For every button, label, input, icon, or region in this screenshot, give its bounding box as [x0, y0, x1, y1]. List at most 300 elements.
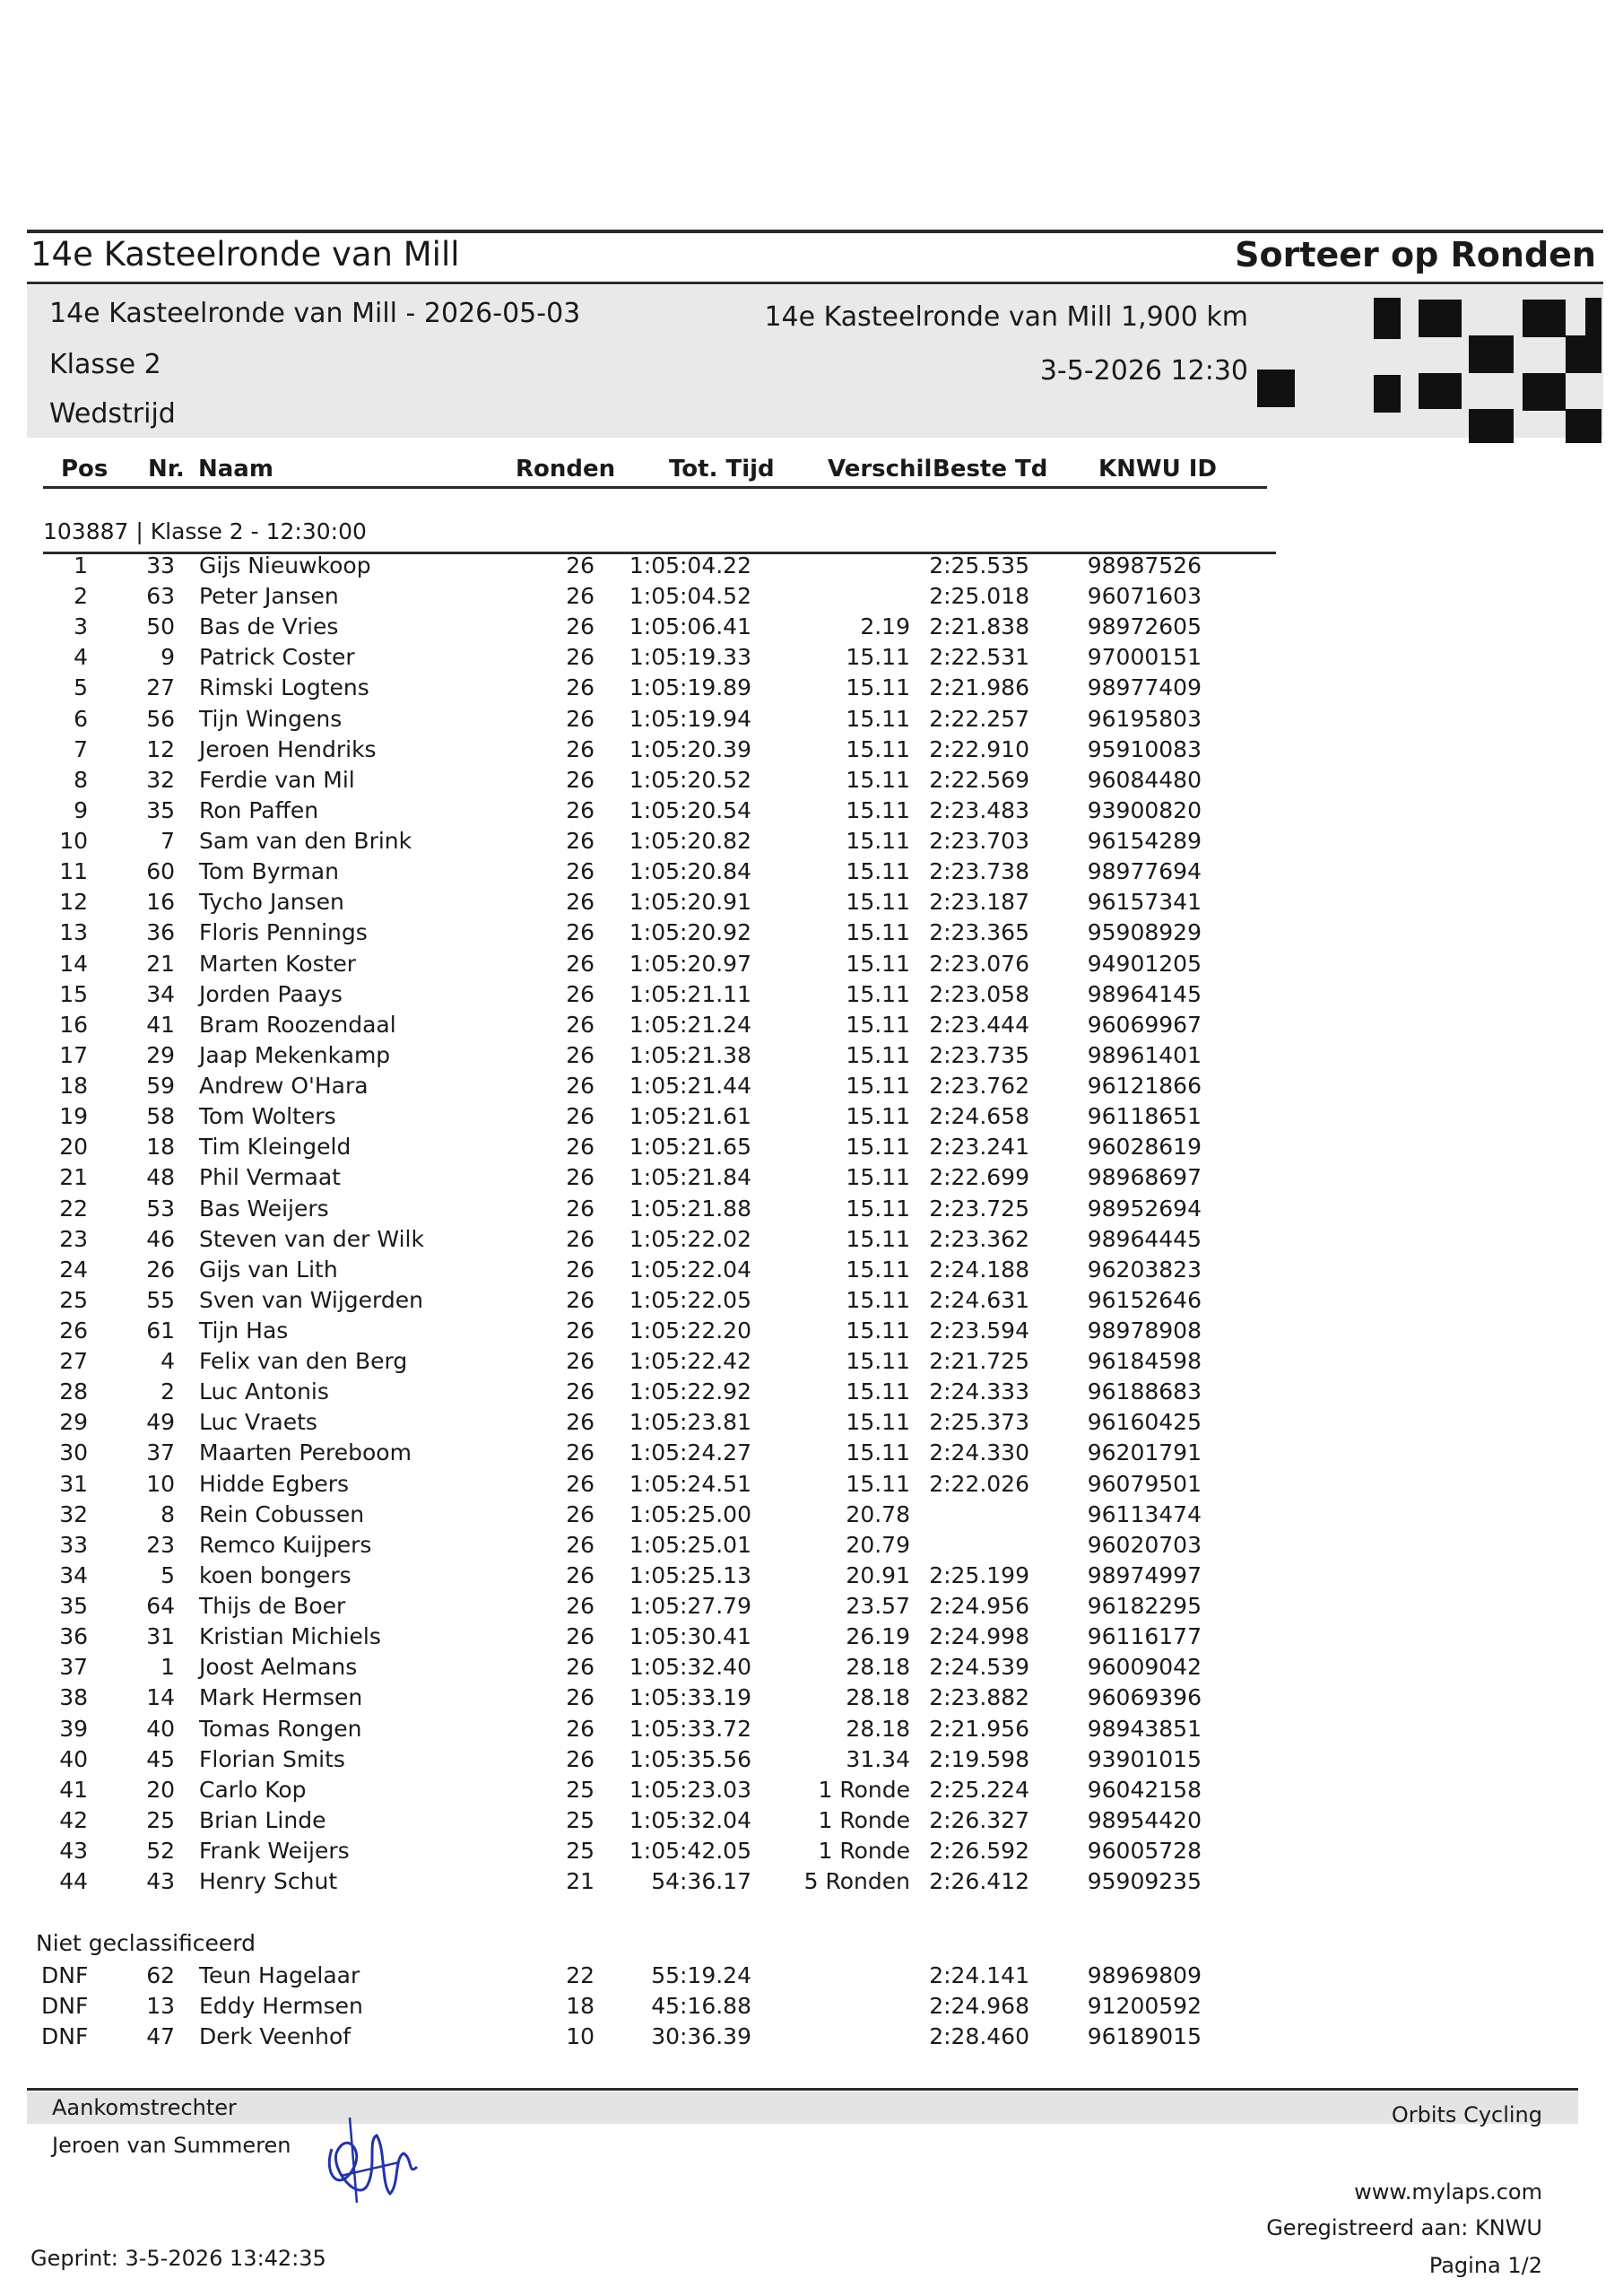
cell-pos: 9 [74, 796, 88, 823]
finish-judge-name: Jeroen van Summeren [52, 2133, 291, 2158]
cell-status: DNF [41, 2023, 89, 2049]
cell-time: 1:05:20.92 [629, 919, 751, 946]
cell-pos: 16 [59, 1011, 88, 1038]
cell-id: 96116177 [1087, 1623, 1202, 1650]
cell-best: 2:21.725 [929, 1348, 1029, 1375]
cell-pos: 18 [59, 1073, 88, 1100]
cell-best: 2:24.956 [929, 1593, 1029, 1620]
page-title: 14e Kasteelronde van Mill [30, 235, 460, 274]
cell-pos: 10 [59, 828, 88, 855]
cell-name: koen bongers [199, 1561, 352, 1588]
cell-nr: 35 [146, 796, 175, 823]
col-pos: Pos [61, 456, 108, 483]
cell-best: 2:21.838 [929, 613, 1029, 640]
cell-id: 96084480 [1087, 766, 1202, 793]
cell-pos: 37 [59, 1654, 88, 1681]
table-row [0, 1042, 1623, 1073]
group-label: 103887 | Klasse 2 - 12:30:00 [43, 518, 367, 544]
cell-time: 1:05:21.11 [629, 980, 751, 1007]
cell-best: 2:28.460 [929, 2023, 1029, 2049]
table-row [0, 644, 1623, 674]
cell-name: Tijn Has [199, 1318, 289, 1344]
cell-name: Frank Weijers [199, 1838, 350, 1865]
cell-id: 96042158 [1087, 1776, 1202, 1803]
cell-nr: 55 [146, 1286, 175, 1313]
cell-id: 98987526 [1087, 552, 1202, 578]
cell-pos: 28 [59, 1378, 88, 1405]
col-best: Beste Td [933, 456, 1048, 483]
cell-name: Patrick Coster [199, 644, 355, 671]
cell-time: 1:05:24.51 [629, 1470, 751, 1497]
cell-laps: 26 [566, 1103, 595, 1130]
table-row [0, 1226, 1623, 1257]
cell-nr: 48 [146, 1164, 175, 1191]
cell-name: Kristian Michiels [199, 1623, 381, 1650]
dnf-row [0, 2023, 1623, 2054]
cell-laps: 26 [566, 1073, 595, 1100]
cell-name: Bas de Vries [199, 613, 339, 640]
cell-time: 1:05:04.22 [629, 552, 751, 578]
cell-id: 96189015 [1087, 2023, 1202, 2049]
cell-laps: 26 [566, 1378, 595, 1405]
cell-nr: 4 [161, 1348, 175, 1375]
cell-best: 2:23.365 [929, 919, 1029, 946]
cell-name: Andrew O'Hara [199, 1073, 369, 1100]
cell-diff: 15.11 [846, 889, 910, 916]
cell-name: Jorden Paays [199, 980, 343, 1007]
footer-rule [27, 2088, 1578, 2091]
cell-nr: 21 [146, 950, 175, 977]
cell-name: Bas Weijers [199, 1195, 329, 1222]
table-row [0, 828, 1623, 858]
cell-id: 98978908 [1087, 1318, 1202, 1344]
cell-name: Sven van Wijgerden [199, 1286, 423, 1313]
cell-best: 2:24.968 [929, 1993, 1029, 2019]
cell-nr: 64 [146, 1593, 175, 1620]
table-row [0, 767, 1623, 797]
cell-pos: 8 [74, 766, 88, 793]
table-row [0, 1103, 1623, 1134]
cell-nr: 12 [146, 735, 175, 762]
cell-diff: 15.11 [846, 1318, 910, 1344]
website: www.mylaps.com [1354, 2179, 1542, 2205]
cell-pos: 40 [59, 1745, 88, 1772]
cell-nr: 18 [146, 1134, 175, 1161]
cell-best: 2:23.703 [929, 828, 1029, 855]
class-name: Klasse 2 [49, 349, 161, 380]
cell-laps: 26 [566, 858, 595, 885]
cell-best: 2:23.187 [929, 889, 1029, 916]
cell-diff: 15.11 [846, 828, 910, 855]
cell-laps: 26 [566, 613, 595, 640]
cell-time: 1:05:21.65 [629, 1134, 751, 1161]
cell-id: 98964445 [1087, 1225, 1202, 1252]
cell-id: 96182295 [1087, 1593, 1202, 1620]
table-row [0, 1807, 1623, 1838]
cell-time: 1:05:21.88 [629, 1195, 751, 1222]
cell-best: 2:19.598 [929, 1745, 1029, 1772]
cell-nr: 37 [146, 1439, 175, 1466]
table-row [0, 951, 1623, 981]
cell-diff: 15.11 [846, 1470, 910, 1497]
table-row [0, 1134, 1623, 1164]
table-row [0, 1746, 1623, 1777]
checkered-flag-icon [1257, 285, 1601, 443]
cell-id: 96071603 [1087, 583, 1202, 610]
cell-diff: 15.11 [846, 1103, 910, 1130]
cell-diff: 26.19 [846, 1623, 910, 1650]
cell-best: 2:24.188 [929, 1256, 1029, 1283]
table-row [0, 1257, 1623, 1287]
cell-laps: 26 [566, 1409, 595, 1436]
cell-name: Sam van den Brink [199, 828, 412, 855]
cell-laps: 21 [566, 1868, 595, 1895]
table-row [0, 858, 1623, 889]
table-row [0, 1532, 1623, 1562]
dnf-row [0, 1993, 1623, 2023]
cell-pos: 30 [59, 1439, 88, 1466]
cell-time: 1:05:22.04 [629, 1256, 751, 1283]
cell-id: 98972605 [1087, 613, 1202, 640]
cell-diff: 15.11 [846, 1378, 910, 1405]
cell-nr: 27 [146, 674, 175, 701]
table-row [0, 1196, 1623, 1226]
cell-name: Felix van den Berg [199, 1348, 408, 1375]
cell-nr: 34 [146, 980, 175, 1007]
cell-nr: 52 [146, 1838, 175, 1865]
cell-best: 2:22.257 [929, 705, 1029, 732]
cell-time: 55:19.24 [651, 1962, 751, 1988]
cell-diff: 15.11 [846, 1134, 910, 1161]
table-row [0, 736, 1623, 767]
cell-nr: 56 [146, 705, 175, 732]
cell-nr: 14 [146, 1684, 175, 1711]
cell-diff: 28.18 [846, 1684, 910, 1711]
table-row [0, 552, 1623, 583]
cell-laps: 18 [566, 1993, 595, 2019]
cell-name: Carlo Kop [199, 1776, 307, 1803]
cell-name: Joost Aelmans [199, 1654, 358, 1681]
cell-time: 1:05:04.52 [629, 583, 751, 610]
cell-id: 98964145 [1087, 980, 1202, 1007]
cell-id: 98974997 [1087, 1561, 1202, 1588]
cell-laps: 26 [566, 705, 595, 732]
cell-id: 98969809 [1087, 1962, 1202, 1988]
cell-best: 2:24.539 [929, 1654, 1029, 1681]
cell-diff: 15.11 [846, 1439, 910, 1466]
cell-laps: 26 [566, 644, 595, 671]
table-row [0, 1073, 1623, 1103]
cell-time: 1:05:42.05 [629, 1838, 751, 1865]
cell-best: 2:23.594 [929, 1318, 1029, 1344]
start-datetime: 3-5-2026 12:30 [1039, 355, 1248, 387]
cell-diff: 1 Ronde [818, 1838, 910, 1865]
cell-diff: 15.11 [846, 1164, 910, 1191]
cell-diff: 20.78 [846, 1500, 910, 1527]
cell-time: 1:05:32.40 [629, 1654, 751, 1681]
cell-pos: 38 [59, 1684, 88, 1711]
cell-pos: 13 [59, 919, 88, 946]
cell-nr: 10 [146, 1470, 175, 1497]
cell-best: 2:24.141 [929, 1962, 1029, 1988]
cell-id: 95909235 [1087, 1868, 1202, 1895]
cell-name: Tim Kleingeld [199, 1134, 352, 1161]
cell-id: 96184598 [1087, 1348, 1202, 1375]
cell-pos: 26 [59, 1318, 88, 1344]
cell-laps: 26 [566, 1134, 595, 1161]
company-name: Orbits Cycling [1391, 2102, 1542, 2127]
table-row [0, 1012, 1623, 1042]
not-classified-label: Niet geclassificeerd [36, 1930, 256, 1956]
cell-nr: 41 [146, 1011, 175, 1038]
cell-time: 1:05:30.41 [629, 1623, 751, 1650]
cell-diff: 15.11 [846, 980, 910, 1007]
cell-pos: 23 [59, 1225, 88, 1252]
cell-name: Bram Roozendaal [199, 1011, 396, 1038]
col-id: KNWU ID [1098, 456, 1218, 483]
cell-best: 2:24.631 [929, 1286, 1029, 1313]
cell-id: 98968697 [1087, 1164, 1202, 1191]
table-row [0, 706, 1623, 736]
cell-diff: 5 Ronden [803, 1868, 910, 1895]
table-row [0, 981, 1623, 1012]
cell-nr: 59 [146, 1073, 175, 1100]
cell-best: 2:25.224 [929, 1776, 1029, 1803]
cell-laps: 26 [566, 950, 595, 977]
table-row [0, 1684, 1623, 1715]
cell-diff: 2.19 [860, 613, 910, 640]
cell-laps: 26 [566, 1225, 595, 1252]
cell-diff: 28.18 [846, 1715, 910, 1742]
cell-pos: 14 [59, 950, 88, 977]
cell-laps: 26 [566, 1623, 595, 1650]
cell-name: Luc Vraets [199, 1409, 317, 1436]
finish-judge-label: Aankomstrechter [52, 2095, 237, 2120]
cell-best: 2:23.241 [929, 1134, 1029, 1161]
cell-name: Maarten Pereboom [199, 1439, 412, 1466]
cell-id: 98961401 [1087, 1041, 1202, 1068]
cell-id: 96154289 [1087, 828, 1202, 855]
cell-best: 2:23.362 [929, 1225, 1029, 1252]
cell-nr: 47 [146, 2023, 175, 2049]
cell-name: Henry Schut [199, 1868, 338, 1895]
cell-time: 1:05:19.94 [629, 705, 751, 732]
cell-name: Tijn Wingens [199, 705, 343, 732]
cell-id: 96020703 [1087, 1531, 1202, 1558]
cell-laps: 26 [566, 583, 595, 610]
cell-nr: 31 [146, 1623, 175, 1650]
table-row [0, 919, 1623, 950]
cell-pos: 44 [59, 1868, 88, 1895]
cell-time: 1:05:22.20 [629, 1318, 751, 1344]
cell-name: Tycho Jansen [199, 889, 344, 916]
cell-id: 96203823 [1087, 1256, 1202, 1283]
cell-nr: 16 [146, 889, 175, 916]
cell-laps: 26 [566, 1654, 595, 1681]
cell-nr: 33 [146, 552, 175, 578]
cell-pos: 1 [74, 552, 88, 578]
cell-nr: 60 [146, 858, 175, 885]
cell-nr: 13 [146, 1993, 175, 2019]
cell-name: Phil Vermaat [199, 1164, 341, 1191]
printed-timestamp: Geprint: 3-5-2026 13:42:35 [30, 2246, 326, 2271]
cell-name: Marten Koster [199, 950, 357, 977]
cell-name: Brian Linde [199, 1806, 326, 1833]
cell-nr: 1 [161, 1654, 175, 1681]
cell-name: Jaap Mekenkamp [199, 1041, 391, 1068]
cell-diff: 20.91 [846, 1561, 910, 1588]
cell-name: Ron Paffen [199, 796, 319, 823]
table-row [0, 1838, 1623, 1868]
cell-nr: 50 [146, 613, 175, 640]
cell-laps: 26 [566, 1531, 595, 1558]
table-row [0, 1654, 1623, 1684]
cell-name: Tom Wolters [199, 1103, 336, 1130]
cell-id: 96152646 [1087, 1286, 1202, 1313]
cell-best: 2:21.986 [929, 674, 1029, 701]
cell-name: Tomas Rongen [199, 1715, 362, 1742]
cell-id: 95908929 [1087, 919, 1202, 946]
cell-name: Luc Antonis [199, 1378, 329, 1405]
cell-best: 2:23.483 [929, 796, 1029, 823]
cell-laps: 26 [566, 1256, 595, 1283]
cell-nr: 49 [146, 1409, 175, 1436]
cell-time: 1:05:32.04 [629, 1806, 751, 1833]
cell-laps: 26 [566, 980, 595, 1007]
cell-diff: 15.11 [846, 644, 910, 671]
cell-diff: 31.34 [846, 1745, 910, 1772]
cell-pos: 20 [59, 1134, 88, 1161]
cell-id: 96009042 [1087, 1654, 1202, 1681]
cell-name: Eddy Hermsen [199, 1993, 363, 2019]
table-row [0, 1868, 1623, 1899]
title-rule [27, 282, 1603, 284]
cell-time: 1:05:20.39 [629, 735, 751, 762]
cell-time: 1:05:25.13 [629, 1561, 751, 1588]
cell-nr: 62 [146, 1962, 175, 1988]
cell-name: Jeroen Hendriks [199, 735, 377, 762]
cell-time: 1:05:24.27 [629, 1439, 751, 1466]
cell-nr: 61 [146, 1318, 175, 1344]
cell-id: 96069967 [1087, 1011, 1202, 1038]
cell-name: Gijs Nieuwkoop [199, 552, 371, 578]
cell-diff: 1 Ronde [818, 1806, 910, 1833]
cell-best: 2:26.327 [929, 1806, 1029, 1833]
cell-diff: 20.79 [846, 1531, 910, 1558]
cell-nr: 26 [146, 1256, 175, 1283]
cell-laps: 26 [566, 1500, 595, 1527]
cell-id: 98954420 [1087, 1806, 1202, 1833]
cell-diff: 15.11 [846, 1011, 910, 1038]
cell-diff: 15.11 [846, 1409, 910, 1436]
cell-laps: 22 [566, 1962, 595, 1988]
cell-id: 95910083 [1087, 735, 1202, 762]
cell-diff: 15.11 [846, 1256, 910, 1283]
cell-pos: 6 [74, 705, 88, 732]
cell-time: 1:05:23.81 [629, 1409, 751, 1436]
cell-time: 1:05:21.84 [629, 1164, 751, 1191]
cell-id: 93901015 [1087, 1745, 1202, 1772]
cell-id: 96079501 [1087, 1470, 1202, 1497]
cell-time: 1:05:22.42 [629, 1348, 751, 1375]
cell-name: Hidde Egbers [199, 1470, 350, 1497]
cell-time: 1:05:35.56 [629, 1745, 751, 1772]
cell-laps: 26 [566, 828, 595, 855]
cell-best: 2:25.199 [929, 1561, 1029, 1588]
cell-best: 2:23.762 [929, 1073, 1029, 1100]
cell-diff: 15.11 [846, 1195, 910, 1222]
cell-status: DNF [41, 1993, 89, 2019]
cell-best: 2:24.330 [929, 1439, 1029, 1466]
cell-nr: 25 [146, 1806, 175, 1833]
col-time: Tot. Tijd [669, 456, 775, 483]
cell-laps: 26 [566, 889, 595, 916]
cell-nr: 29 [146, 1041, 175, 1068]
table-row [0, 613, 1623, 644]
cell-laps: 26 [566, 1195, 595, 1222]
cell-laps: 26 [566, 1286, 595, 1313]
cell-name: Tom Byrman [199, 858, 339, 885]
footer-band [27, 2092, 1578, 2124]
cell-name: Derk Veenhof [199, 2023, 352, 2049]
cell-status: DNF [41, 1962, 89, 1988]
col-nr: Nr. [148, 456, 185, 483]
table-row [0, 1593, 1623, 1623]
cell-diff: 15.11 [846, 1286, 910, 1313]
cell-laps: 26 [566, 1041, 595, 1068]
cell-diff: 15.11 [846, 1225, 910, 1252]
cell-time: 1:05:25.01 [629, 1531, 751, 1558]
cell-time: 1:05:25.00 [629, 1500, 751, 1527]
cell-id: 97000151 [1087, 644, 1202, 671]
cell-id: 91200592 [1087, 1993, 1202, 2019]
cell-best: 2:21.956 [929, 1715, 1029, 1742]
cell-laps: 26 [566, 1593, 595, 1620]
cell-laps: 26 [566, 1164, 595, 1191]
cell-time: 1:05:23.03 [629, 1776, 751, 1803]
cell-time: 1:05:33.72 [629, 1715, 751, 1742]
cell-time: 1:05:21.24 [629, 1011, 751, 1038]
cell-name: Steven van der Wilk [199, 1225, 424, 1252]
cell-nr: 53 [146, 1195, 175, 1222]
cell-name: Gijs van Lith [199, 1256, 338, 1283]
cell-diff: 15.11 [846, 1073, 910, 1100]
cell-diff: 15.11 [846, 735, 910, 762]
cell-time: 45:16.88 [651, 1993, 751, 2019]
cell-diff: 15.11 [846, 1041, 910, 1068]
cell-id: 96201791 [1087, 1439, 1202, 1466]
cell-best: 2:23.444 [929, 1011, 1029, 1038]
cell-laps: 26 [566, 1745, 595, 1772]
cell-diff: 15.11 [846, 1348, 910, 1375]
cell-nr: 7 [161, 828, 175, 855]
cell-pos: 43 [59, 1838, 88, 1865]
cell-time: 1:05:20.91 [629, 889, 751, 916]
cell-best: 2:23.738 [929, 858, 1029, 885]
cell-pos: 35 [59, 1593, 88, 1620]
cell-best: 2:24.658 [929, 1103, 1029, 1130]
table-row [0, 1439, 1623, 1470]
cell-nr: 32 [146, 766, 175, 793]
cell-id: 96188683 [1087, 1378, 1202, 1405]
cell-best: 2:25.018 [929, 583, 1029, 610]
cell-id: 98977694 [1087, 858, 1202, 885]
cell-nr: 36 [146, 919, 175, 946]
cell-pos: 41 [59, 1776, 88, 1803]
cell-diff: 15.11 [846, 705, 910, 732]
cell-pos: 29 [59, 1409, 88, 1436]
cell-diff: 23.57 [846, 1593, 910, 1620]
